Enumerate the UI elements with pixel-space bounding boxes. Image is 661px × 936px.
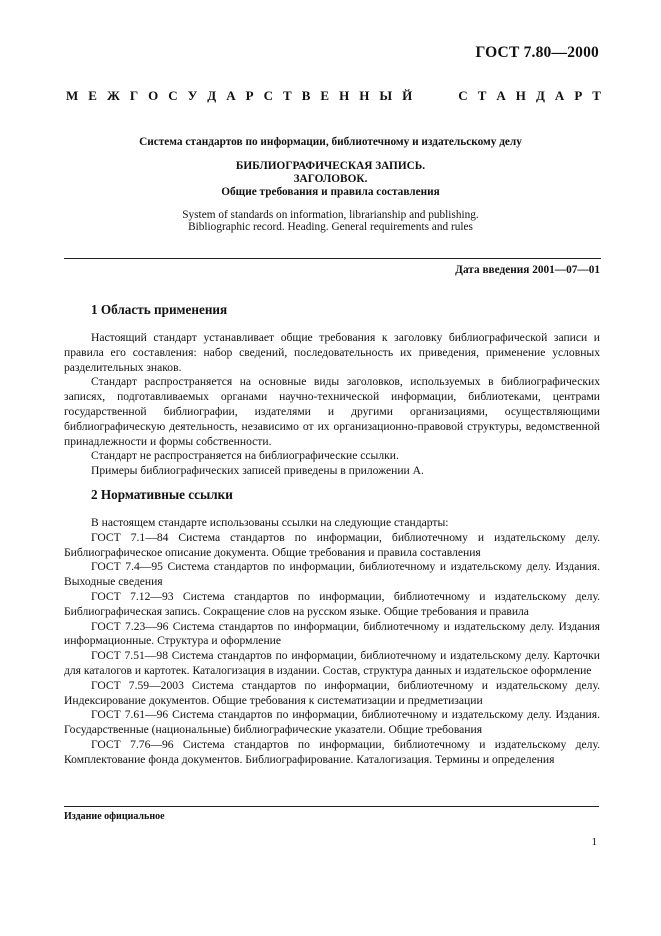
banner-letter: М [66, 88, 79, 103]
reference-item: ГОСТ 7.61—96 Система стандартов по информации, библиотечному и издательскому делу. Издания. Государственные (национальные) библиографические указатели. Общие требования [64, 708, 600, 737]
english-title-line2: Bibliographic record. Heading. General requirements and rules [188, 221, 473, 233]
section1-heading: 1 Область применения [91, 302, 228, 317]
document-title-line2: ЗАГОЛОВОК. [293, 173, 368, 185]
standard-id: ГОСТ 7.80—2000 [475, 44, 599, 61]
banner-letter: Н [515, 88, 526, 103]
section2-heading: 2 Нормативные ссылки [91, 487, 233, 502]
document-subtitle: Общие требования и правила составления [221, 186, 440, 198]
footer-divider [64, 806, 599, 807]
reference-item: ГОСТ 7.76—96 Система стандартов по информации, библиотечному и издательскому делу. Комплектование фонда документов. Библиографирование. Каталогизация. Термины и определения [64, 737, 600, 766]
banner-letter: С [263, 88, 273, 103]
banner-gap [422, 88, 448, 104]
document-title-line1: БИБЛИОГРАФИЧЕСКАЯ ЗАПИСЬ. [235, 160, 426, 172]
banner-letter: Й [402, 88, 413, 103]
paragraph: Примеры библиографических записей приведены в приложении А. [91, 464, 424, 478]
reference-item: ГОСТ 7.59—2003 Система стандартов по информации, библиотечному и издательскому делу. Индексирование документов. Общие требования к систематизации и предметизации [64, 678, 600, 707]
banner-letter: Д [207, 88, 217, 103]
banner-letter: Д [535, 88, 545, 103]
banner-letter: Т [592, 88, 601, 103]
banner-letter: Е [88, 88, 97, 103]
banner-letter: Ы [379, 88, 393, 103]
paragraph: Стандарт не распространяется на библиографические ссылки. [91, 449, 399, 463]
banner-letter: В [301, 88, 311, 103]
english-title-line1: System of standards on information, librarianship and publishing. [182, 209, 479, 221]
banner-letter: Р [574, 88, 583, 103]
banner-letter: Р [245, 88, 254, 103]
introduction-date: Дата введения 2001—07—01 [455, 264, 600, 276]
banner-letter: У [187, 88, 198, 103]
header-divider [64, 258, 601, 259]
banner-letter: Н [359, 88, 370, 103]
banner-letter: А [496, 88, 506, 103]
banner-letter: Ж [106, 88, 120, 103]
reference-item: ГОСТ 7.4—95 Система стандартов по информации, библиотечному и издательскому делу. Издания. Выходные сведения [64, 560, 600, 589]
interstate-standard-banner [66, 88, 601, 104]
system-of-standards-title: Система стандартов по информации, библиотечному и издательскому делу [139, 136, 522, 148]
reference-item: ГОСТ 7.1—84 Система стандартов по информации, библиотечному и издательскому делу. Библиографическое описание документа. Общие требования и правила составления [64, 530, 600, 559]
banner-letter: А [554, 88, 565, 103]
reference-item: ГОСТ 7.12—93 Система стандартов по информации, библиотечному и издательскому делу. Библиографическая запись. Сокращение слов на русском языке. Общие требования и правила [64, 589, 600, 618]
banner-letter: С [458, 88, 468, 103]
banner-letter: С [168, 88, 178, 103]
reference-item: ГОСТ 7.51—98 Система стандартов по информации, библиотечному и издательскому делу. Карточки для каталогов и картотек. Каталогизация в издании. Состав, структура данных и издательское оформление [64, 649, 600, 677]
banner-letter: Т [283, 88, 292, 103]
paragraph: Настоящий стандарт устанавливает общие требования к заголовку библиографической записи и правила его составления: набор сведений, последовательность их приведения, применение условных разделительных знаков. [64, 331, 600, 374]
banner-letter: А [226, 88, 236, 103]
section1-body [64, 331, 600, 479]
paragraph: Стандарт распространяется на основные виды заголовков, используемых в библиографических записях, подготавливаемых органами научно-технической информации, библиотеками, центрами государственной библиографии, издателями и другими организациями, осуществляющими библиографическую деятельность, независимо от их организационно-правовой структуры, ведомственной принадлежности и формы собственности. [64, 375, 600, 448]
banner-letter: Е [320, 88, 330, 103]
banner-letter: О [148, 88, 159, 103]
banner-letter: Т [477, 88, 487, 103]
paragraph: В настоящем стандарте использованы ссылки на следующие стандарты: [91, 516, 449, 529]
section2-body [64, 516, 600, 768]
banner-letter: Г [129, 88, 139, 103]
page-number: 1 [591, 836, 597, 848]
official-edition-label: Издание официальное [64, 811, 165, 822]
reference-item: ГОСТ 7.23—96 Система стандартов по информации, библиотечному и издательскому делу. Издания информационные. Структура и оформление [64, 619, 600, 648]
banner-letter: Н [339, 88, 350, 103]
